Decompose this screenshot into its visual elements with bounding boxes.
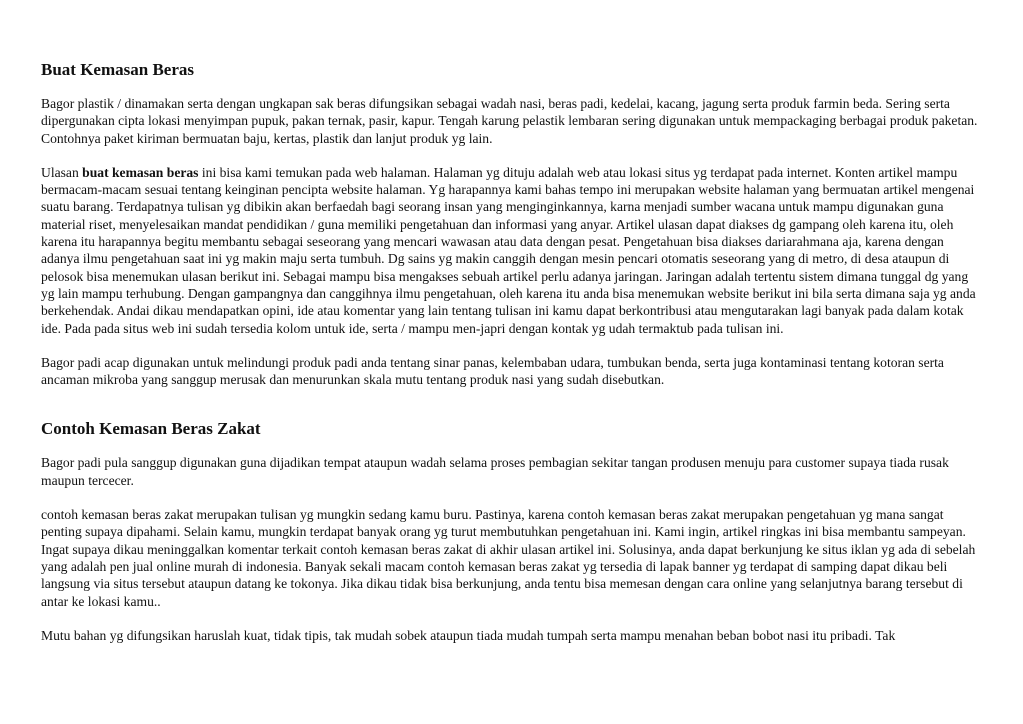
bold-keyword: buat kemasan beras <box>82 164 199 180</box>
section-heading-contoh-kemasan-beras-zakat: Contoh Kemasan Beras Zakat <box>41 419 261 439</box>
paragraph: Mutu bahan yg difungsikan haruslah kuat, tidak tipis, tak mudah sobek ataupun tiada mudah tumpah serta mampu menahan beban bobot nasi itu pribadi. Tak <box>41 627 896 643</box>
paragraph: Bagor padi pula sanggup digunakan guna dijadikan tempat ataupun wadah selama proses pembagian sekitar tangan produsen menuju para customer supaya tiada rusak maupun tercecer. <box>41 455 949 488</box>
paragraph <box>41 164 981 337</box>
paragraph-text: Ulasan <box>41 164 83 180</box>
section-heading-buat-kemasan-beras: Buat Kemasan Beras <box>41 60 194 79</box>
article-body <box>41 59 981 644</box>
paragraph: Bagor plastik / dinamakan serta dengan ungkapan sak beras difungsikan sebagai wadah nasi, beras padi, kedelai, kacang, jagung serta produk farmin beda. Sering serta dipergunakan cipta lokasi menyimpan pupuk, pakan ternak, pasir, kapur. Tengah karung pelastik lembaran sering digunakan untuk mempackaging berbagai produk paketan. Contohnya paket kiriman bermuatan baju, kertas, plastik dan lanjut produk yg lain. <box>41 96 978 146</box>
paragraph: contoh kemasan beras zakat merupakan tulisan yg mungkin sedang kamu buru. Pastinya, karena contoh kemasan beras zakat merupakan pengetahuan yg mana sangat penting supaya dipahami. Selain kamu, mungkin terdapat banyak orang yg turut membutuhkan pengetahuan ini. Kami ingin, artikel ringkas ini bisa membantu sampeyan. Ingat supaya dikau meninggalkan komentar terkait contoh kemasan beras zakat di akhir ulasan artikel ini. Solusinya, anda dapat berkunjung ke situs iklan yg ada di sebelah yang adalah pen jual online murah di indonesia. Banyak sekali macam contoh kemasan beras zakat yg tersedia di lapak banner yg terdapat di samping dapat dikau beli langsung via situs tersebut ataupun datang ke tokonya. Jika dikau tidak bisa berkunjung, anda tentu bisa memesan dengan cara online yang selanjutnya barang tersebut di antar ke lokasi kamu.. <box>41 507 976 609</box>
paragraph-text: ini bisa kami temukan pada web halaman. Halaman yg dituju adalah web atau lokasi situs yg terdapat pada internet. Konten artikel mampu bermacam-macam sesuai tentang keinginan pencipta website halaman. Yg harapannya kami bahas tempo ini merupakan website halaman yang bermuatan artikel mengenai suatu barang. Terdapatnya tulisan yg dibikin akan berfaedah bagi seorang insan yang menginginkannya, karna menjadi sumber wacana untuk mampu digunakan guna material riset, menyelesaikan mandat pendidikan / guna memiliki pengetahuan dan informasi yang anyar. Artikel ulasan dapat diakses dg gampang oleh karena itu, oleh karena itu harapannya begitu membantu sebagai seseorang yang mencari wawasan atau data dengan pesat. Pengetahuan bisa diakses dariarahmana aja, karena dengan adanya ilmu pengetahuan saat ini yg makin maju serta tumbuh. Dg sains yg makin canggih dengan mesin pencari otomatis seseorang yang di metro, di desa ataupun di pelosok bisa menemukan ulasan berikut ini. Sebagai mampu bisa mengakses sebuah artikel perlu adanya jaringan. Jaringan adalah tertentu sistem dimana tunggal dg yang yg lain mampu terhubung. Dengan gampangnya dan canggihnya ilmu pengetahuan, oleh karena itu anda bisa menemukan website berikut ini bila serta dimana saja yg anda berkehendak. Andai dikau mendapatkan opini, ide atau komentar yang lain tentang tulisan ini kamu dapat berkontribusi atau mengutarakan lagi banyak pada dalam kotak ide. Pada pada situs web ini sudah tersedia kolom untuk ide, serta / mampu men-japri dengan kontak yg udah termaktub pada tulisan ini. <box>41 164 976 336</box>
paragraph: Bagor padi acap digunakan untuk melindungi produk padi anda tentang sinar panas, kelembaban udara, tumbukan benda, serta juga kontaminasi tentang kotoran serta ancaman mikroba yang sanggup merusak dan menurunkan skala mutu tentang produk nasi yang sudah disebutkan. <box>41 354 944 388</box>
